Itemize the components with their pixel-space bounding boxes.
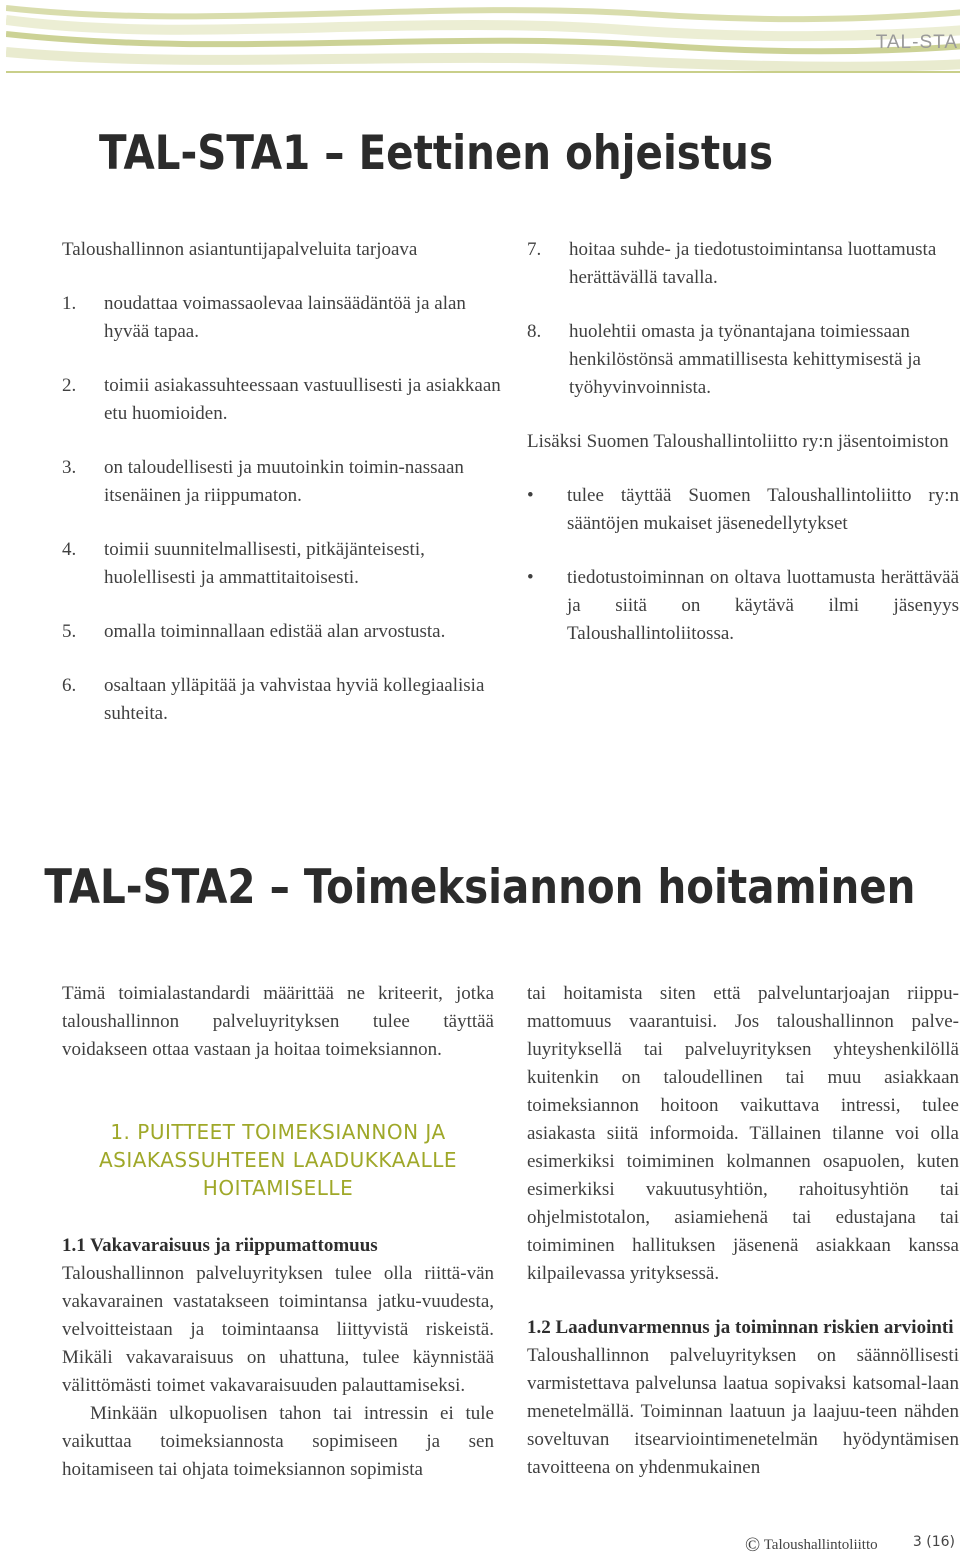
bullet-item: • tulee täyttää Suomen Taloushallintoliitto ry:n sääntöjen mukaiset jäsenedellytykset (527, 485, 959, 534)
decorative-wave (6, 20, 960, 36)
page-footer (745, 1534, 955, 1557)
section-2-intro: Tämä toimialastandardi määrittää ne kriteerit, jotka taloushallinnon palveluyrityksen tulee täyttää voidakseen ottaa vastaan ja hoitaa toimeksiannon. (62, 983, 494, 1060)
subsection-1-2-paragraph: Taloushallinnon palveluyrityksen on säännöllisesti varmistettava palvelunsa laatua sopivaksi katsomal-laan menetelmällä. Toiminnan laatuun ja laajuu-teen nähden soveltuvan itsearviointimenetelmän hyödyntämisen tavoitteena on yhdenmukainen (527, 1345, 959, 1478)
footer-organization: Taloushallintoliitto (763, 1537, 878, 1553)
decorative-wave (6, 8, 960, 19)
ethics-list-right (527, 236, 959, 402)
page-number: 3 (16) (912, 1534, 955, 1550)
list-item: 5. omalla toiminnallaan edistää alan arvostusta. (62, 621, 446, 642)
subsection-1-1-title: 1.1 Vakavaraisuus ja riippumattomuus (62, 1235, 378, 1256)
header-band (6, 0, 960, 74)
section-2-right-column (527, 980, 959, 1482)
list-item: 8. huolehtii omasta ja työnantajana toimiessaan henkilöstönsä ammatillisesta kehittymisestä ja työhyvinvoinnista. (527, 321, 921, 398)
subsection-1-1-paragraph-2: Minkään ulkopuolisen tahon tai intressin ei tule vaikuttaa toimeksiannosta sopimiseen ja sen hoitamiseen tai ohjata toimeksiannon sopimista (62, 1403, 494, 1480)
section-1-title: TAL-STA1 – Eettinen ohjeistus (99, 126, 774, 181)
list-item: 2. toimii asiakassuhteessaan vastuullisesti ja asiakkaan etu huomioiden. (62, 375, 501, 424)
list-item: 3. on taloudellisesti ja muutoinkin toimin-nassaan itsenäinen ja riippumaton. (62, 457, 464, 506)
decorative-wave-band (6, 0, 960, 74)
membership-bullets (527, 482, 959, 648)
copyright-icon: © (745, 1534, 761, 1556)
section-1-left-column (62, 236, 502, 754)
bullet-item: • tiedotustoiminnan on oltava luottamusta herättävää ja siitä on käytävä ilmi jäsenyys Taloushallintoliitossa. (527, 567, 959, 644)
membership-intro: Lisäksi Suomen Taloushallintoliitto ry:n jäsentoimiston (527, 431, 949, 452)
subsection-1-2-title: 1.2 Laadunvarmennus ja toiminnan riskien arviointi (527, 1317, 954, 1338)
ethics-list-left (62, 290, 502, 728)
list-item: 4. toimii suunnitelmallisesti, pitkäjänteisesti, huolellisesti ja ammattitaitoisesti. (62, 539, 425, 588)
list-item: 7. hoitaa suhde- ja tiedotustoimintansa luottamusta herättävällä tavalla. (527, 239, 937, 288)
continued-paragraph: tai hoitamista siten että palveluntarjoajan riippu-mattomuus vaarantuisi. Jos taloushallinnon palve-luyrityksellä tai palveluyrityksen yhteyshenkilöllä kuitenkin on taloudellinen tai muu asiakkaan toimeksiannon hoitoon vaikuttava intressi, tulee asiakasta siitä informoida. Tällainen tilanne voi olla esimerkiksi toimiminen kolmannen osapuolen, kuten esimerkiksi vakuutusyhtiön, rahoitusyhtiön tai ohjelmistotalon, asiamiehenä tai edustajana tai toimiminen hallituksen jäsenenä asiakkaan kanssa kilpailevassa yrityksessä. (527, 983, 959, 1284)
section-1-right-column (527, 236, 959, 674)
document-tag: TAL-STA (875, 32, 958, 53)
section-1-intro: Taloushallinnon asiantuntijapalveluita tarjoava (62, 239, 418, 260)
section-2-left-column (62, 980, 494, 1484)
subsection-heading: 1. PUITTEET TOIMEKSIANNON JA ASIAKASSUHTEEN LAADUKKAALLE HOITAMISELLE (98, 1120, 458, 1200)
list-item: 1. noudattaa voimassaolevaa lainsäädäntöä ja alan hyvää tapaa. (62, 293, 466, 342)
subsection-1-1-paragraph: Taloushallinnon palveluyrityksen tulee olla riittä-vän vakavarainen vastatakseen toimintansa jatku-vuudesta, velvoitteistaan ja toimintaansa liittyvistä riskeistä. Mikäli vakavaraisuus on uhattuna, tulee käynnistää välittömästi toimet vakavaraisuuden palauttamiseksi. (62, 1263, 494, 1396)
section-2-title: TAL-STA2 – Toimeksiannon hoitaminen (44, 860, 916, 915)
list-item: 6. osaltaan ylläpitää ja vahvistaa hyviä kollegiaalisia suhteita. (62, 675, 485, 724)
